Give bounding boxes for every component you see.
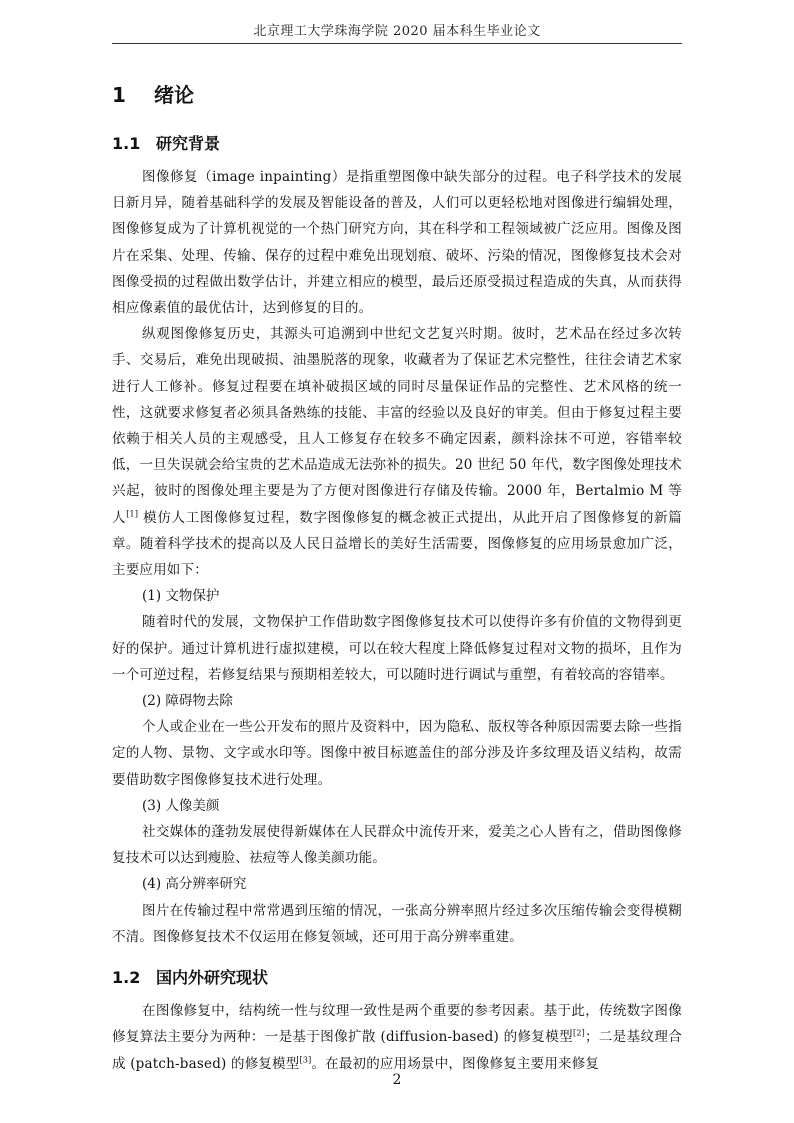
paragraph-text: 模仿人工图像修复过程，数字图像修复的概念被正式提出，从此开启了图像修复的新篇章。随着科学技术的提高以及人民日益增长的美好生活需要，图像修复的应用场景愈加广泛，主要应用如下： xyxy=(112,509,683,579)
section-title: 国内外研究现状 xyxy=(156,968,269,988)
page-content xyxy=(112,80,682,1077)
header-rule xyxy=(112,43,682,44)
page-number: 2 xyxy=(392,1072,402,1088)
chapter-number: 1 xyxy=(112,83,126,107)
page-header: 北京理工大学珠海学院 2020 届本科生毕业论文 xyxy=(253,24,541,39)
chapter-title: 绪论 xyxy=(154,83,194,107)
list-item-label: (1) 文物保护 xyxy=(142,588,220,605)
paragraph-text: 在图像修复中，结构统一性与纹理一致性是两个重要的参考因素。基于此，传统数字图像修复算法主要分为两种：一是基于图像扩散 (diffusion-based) 的修复模型 xyxy=(112,1003,682,1046)
paragraph-history xyxy=(112,321,682,583)
paragraph-research xyxy=(112,998,682,1077)
paragraph-definition: 图像修复（image inpainting）是指重塑图像中缺失部分的过程。电子科学技术的发展日新月异，随着基础科学的发展及智能设备的普及，人们可以更轻松地对图像进行编辑处理，图像修复成为了计算机视觉的一个热门研究方向，其在科学和工程领域被广泛应用。图像及图片在采集、处理、传输、保存的过程中难免出现划痕、破坏、污染的情况，图像修复技术会对图像受损的过程做出数学估计，并建立相应的模型，最后还原受损过程造成的失真，从而获得相应像素值的最优估计，达到修复的目的。 xyxy=(112,169,682,317)
paragraph-obstacle: 个人或企业在一些公开发布的照片及资料中，因为隐私、版权等各种原因需要去除一些指定的人物、景物、文字或水印等。图像中被目标遮盖住的部分涉及许多纹理及语义结构，故需要借助数字图像修复技术进行处理。 xyxy=(112,719,682,788)
citation: [3] xyxy=(299,1055,312,1064)
list-item-label: (4) 高分辨率研究 xyxy=(142,876,247,893)
section-heading-1-2 xyxy=(112,966,682,990)
section-number: 1.1 xyxy=(112,134,141,153)
chapter-heading xyxy=(112,80,682,110)
section-number: 1.2 xyxy=(112,968,141,988)
citation: [2] xyxy=(573,1028,585,1038)
list-item-label: (2) 障碍物去除 xyxy=(142,693,233,710)
paragraph-text: 。在最初的应用场景中，图像修复主要用来修复 xyxy=(311,1055,600,1072)
paragraph-text: ；二是基纹理合成 (patch-based) 的修复模型 xyxy=(112,1029,682,1072)
paragraph-text: 纵观图像修复历史，其源头可追溯到中世纪文艺复兴时期。彼时，艺术品在经过多次转手、交易后，难免出现破损、油墨脱落的现象，收藏者为了保证艺术完整性，往往会请艺术家进行人工修补。修复过程要在填补破损区域的同时尽量保证作品的完整性、艺术风格的统一性，这就要求修复者必须具备熟练的技能、丰富的经验以及良好的审美。但由于修复过程主要依赖于相关人员的主观感受，且人工修复存在较多不确定因素，颜料涂抹不可逆，容错率较低，一旦失误就会给宝贵的艺术品造成无法弥补的损失。20 世纪 50 年代，数字图像处理技术兴起，彼时的图像处理主要是为了方便对图像进行存储及传输。2000 年，Bertalmio M 等人 xyxy=(112,326,682,526)
citation: [1] xyxy=(126,509,139,519)
paragraph-resolution: 图片在传输过程中常常遇到压缩的情况，一张高分辨率照片经过多次压缩传输会变得模糊不清。图像修复技术不仅运用在修复领域，还可用于高分辨率重建。 xyxy=(112,902,682,945)
list-item-label: (3) 人像美颜 xyxy=(142,797,220,814)
section-title: 研究背景 xyxy=(156,134,221,153)
section-heading-1-1 xyxy=(112,132,682,156)
paragraph-beauty: 社交媒体的蓬勃发展使得新媒体在人民群众中流传开来，爱美之心人皆有之，借助图像修复技术可以达到瘦脸、祛痘等人像美颜功能。 xyxy=(112,824,682,867)
paragraph-heritage: 随着时代的发展，文物保护工作借助数字图像修复技术可以使得许多有价值的文物得到更好的保护。通过计算机进行虚拟建模，可以在较大程度上降低修复过程对文物的损坏，且作为一个可逆过程，若修复结果与预期相差较大，可以随时进行调试与重塑，有着较高的容错率。 xyxy=(112,614,682,683)
